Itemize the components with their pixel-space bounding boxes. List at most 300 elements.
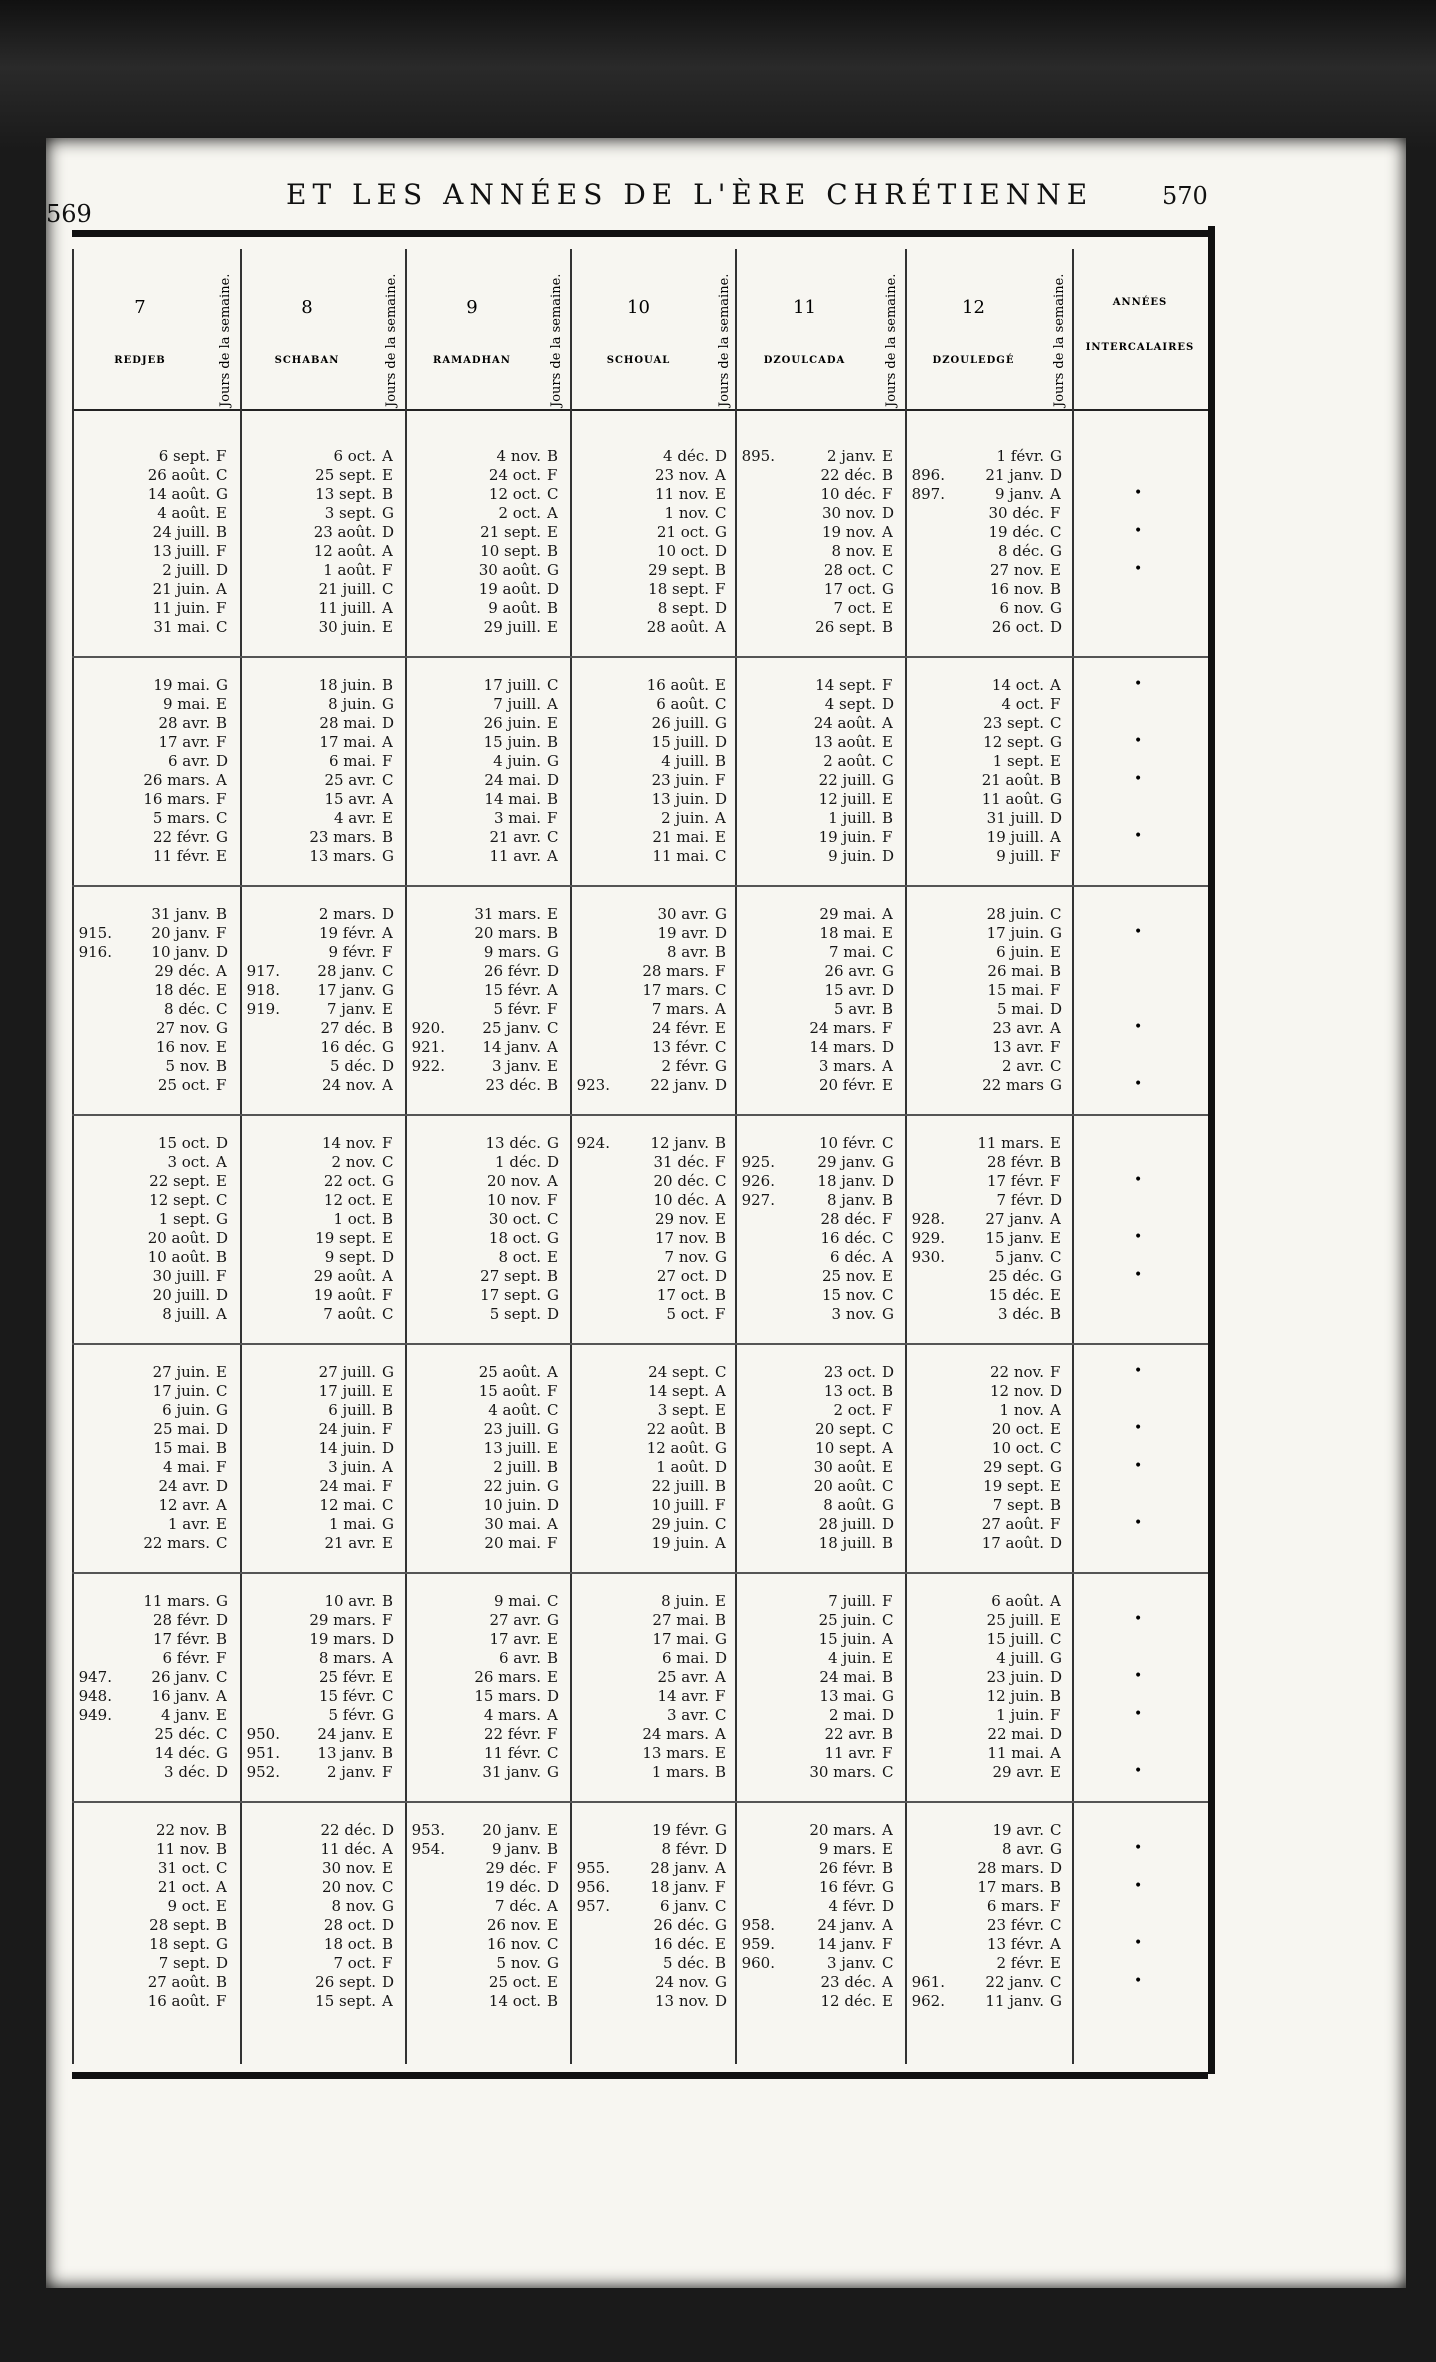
dominical-letter: F (216, 1458, 227, 1476)
christian-date: 3 mars. (818, 1057, 876, 1075)
christian-date: 17 juill. (318, 1382, 376, 1400)
christian-date: 17 juin. (986, 924, 1044, 942)
dominical-letter: D (1050, 1725, 1063, 1743)
dominical-letter: D (1050, 1534, 1063, 1552)
dominical-letter: G (216, 676, 228, 694)
date-row (405, 485, 570, 504)
christian-date: 30 juill. (152, 1267, 210, 1285)
christian-date: 13 nov. (654, 1992, 709, 2010)
date-row (405, 1954, 570, 1973)
dominical-letter: A (547, 847, 558, 865)
date-row (570, 1286, 735, 1305)
dominical-letter: B (216, 1916, 228, 1934)
hegira-year: 950. (246, 1725, 280, 1743)
dominical-letter: G (882, 580, 894, 598)
dominical-letter: D (382, 1439, 395, 1457)
date-row (570, 1229, 735, 1248)
date-row (735, 1420, 905, 1439)
christian-date: 14 janv. (482, 1038, 541, 1056)
christian-date: 2 janv. (826, 447, 876, 465)
christian-date: 4 sept. (824, 695, 876, 713)
intercalary-mark: • (1134, 1267, 1143, 1283)
christian-date: 4 juill. (661, 752, 709, 770)
date-row (735, 1134, 905, 1153)
dominical-letter: A (1050, 1210, 1061, 1228)
christian-date: 19 août. (313, 1286, 376, 1304)
christian-date: 20 oct. (991, 1420, 1044, 1438)
dominical-letter: B (547, 1649, 559, 1667)
dominical-letter: F (382, 1954, 393, 1972)
date-row (240, 1840, 405, 1859)
christian-date: 24 mai. (484, 771, 541, 789)
dominical-letter: F (382, 752, 393, 770)
dominical-letter: E (382, 1191, 393, 1209)
christian-date: 19 juin. (818, 828, 876, 846)
date-row (570, 542, 735, 561)
christian-date: 5 janv. (994, 1248, 1044, 1266)
dominical-letter: F (216, 924, 227, 942)
intercalary-mark: • (1134, 1458, 1143, 1474)
date-row (72, 847, 240, 866)
dominical-letter: A (547, 981, 558, 999)
dominical-letter: E (882, 447, 893, 465)
date-row (72, 1897, 240, 1916)
date-row (570, 1019, 735, 1038)
dominical-letter: G (1050, 447, 1062, 465)
dominical-letter: G (216, 1592, 228, 1610)
dominical-letter: G (1050, 1840, 1062, 1858)
date-row (570, 1038, 735, 1057)
block-rule (72, 1572, 1208, 1574)
dominical-letter: G (547, 561, 559, 579)
date-row (735, 1916, 905, 1935)
dominical-letter: F (1050, 504, 1061, 522)
christian-date: 3 mai. (493, 809, 541, 827)
intercalary-mark: • (1134, 733, 1143, 749)
date-row (405, 981, 570, 1000)
date-row (72, 962, 240, 981)
block-rule (72, 656, 1208, 658)
dominical-letter: D (382, 1057, 395, 1075)
date-row (905, 1840, 1072, 1859)
christian-date: 17 juill. (483, 676, 541, 694)
christian-date: 30 août. (478, 561, 541, 579)
christian-date: 22 nov. (155, 1821, 210, 1839)
date-row (905, 1382, 1072, 1401)
christian-date: 24 nov. (654, 1973, 709, 1991)
christian-date: 26 mai. (987, 962, 1044, 980)
dominical-letter: G (547, 1134, 559, 1152)
date-row (72, 1630, 240, 1649)
dominical-letter: D (715, 790, 728, 808)
date-row (570, 561, 735, 580)
dominical-letter: F (216, 542, 227, 560)
dominical-letter: C (216, 1382, 228, 1400)
date-row (570, 1592, 735, 1611)
christian-date: 10 avr. (324, 1592, 376, 1610)
christian-date: 18 janv. (650, 1878, 709, 1896)
date-row (905, 1763, 1072, 1782)
dominical-letter: F (882, 1935, 893, 1953)
christian-date: 7 févr. (996, 1191, 1044, 1209)
christian-date: 11 juill. (318, 599, 376, 617)
christian-date: 17 oct. (656, 1286, 709, 1304)
date-row (240, 1611, 405, 1630)
date-row (735, 1191, 905, 1210)
date-row (240, 1210, 405, 1229)
christian-date: 13 juill. (483, 1439, 541, 1457)
christian-date: 16 mars. (143, 790, 210, 808)
dominical-letter: B (882, 1668, 894, 1686)
christian-date: 5 sept. (489, 1305, 541, 1323)
date-row (72, 905, 240, 924)
dominical-letter: G (882, 1687, 894, 1705)
date-row (735, 1038, 905, 1057)
christian-date: 6 janv. (659, 1897, 709, 1915)
dominical-letter: A (216, 1878, 227, 1896)
dominical-letter: D (882, 847, 895, 865)
date-row (240, 1763, 405, 1782)
dominical-letter: D (547, 962, 560, 980)
christian-date: 3 sept. (657, 1401, 709, 1419)
christian-date: 15 janv. (985, 1229, 1044, 1247)
date-row (72, 1439, 240, 1458)
dominical-letter: A (1050, 485, 1061, 503)
date-row (72, 1878, 240, 1897)
dominical-letter: D (715, 1649, 728, 1667)
dominical-letter: A (382, 1992, 393, 2010)
dominical-letter: B (715, 1229, 727, 1247)
date-row (240, 771, 405, 790)
christian-date: 12 janv. (650, 1134, 709, 1152)
dominical-letter: A (715, 1191, 726, 1209)
date-row (905, 466, 1072, 485)
dominical-letter: E (216, 1038, 227, 1056)
dominical-letter: C (547, 828, 559, 846)
date-row (405, 790, 570, 809)
christian-date: 20 déc. (653, 1172, 709, 1190)
intercalary-mark: • (1134, 485, 1143, 501)
dominical-letter: F (715, 1687, 726, 1705)
date-row (72, 1382, 240, 1401)
christian-date: 29 déc. (154, 962, 210, 980)
christian-date: 4 nov. (496, 447, 541, 465)
book-page (46, 138, 1406, 2288)
date-row (905, 580, 1072, 599)
date-row (405, 1878, 570, 1897)
dominical-letter: D (715, 733, 728, 751)
date-row (240, 676, 405, 695)
christian-date: 25 avr. (657, 1668, 709, 1686)
dominical-letter: D (382, 1916, 395, 1934)
dominical-letter: D (382, 1973, 395, 1991)
christian-date: 14 nov. (321, 1134, 376, 1152)
christian-date: 21 juin. (152, 580, 210, 598)
christian-date: 30 nov. (821, 504, 876, 522)
christian-date: 25 déc. (988, 1267, 1044, 1285)
date-row (905, 1134, 1072, 1153)
date-row (735, 1172, 905, 1191)
date-row (240, 1744, 405, 1763)
dominical-letter: C (715, 695, 727, 713)
dominical-letter: A (547, 1363, 558, 1381)
dominical-letter: B (882, 1859, 894, 1877)
dominical-letter: A (1050, 1592, 1061, 1610)
christian-date: 4 févr. (828, 1897, 876, 1915)
christian-date: 31 juill. (986, 809, 1044, 827)
christian-date: 22 avr. (824, 1725, 876, 1743)
christian-date: 1 mai. (328, 1515, 376, 1533)
dominical-letter: D (1050, 1859, 1063, 1877)
dominical-letter: D (216, 1954, 229, 1972)
christian-date: 2 juill. (162, 561, 210, 579)
christian-date: 24 août. (813, 714, 876, 732)
christian-date: 9 sept. (324, 1248, 376, 1266)
dominical-letter: E (382, 1000, 393, 1018)
dominical-letter: A (216, 1687, 227, 1705)
date-row (905, 504, 1072, 523)
dominical-letter: B (1050, 1878, 1062, 1896)
dominical-letter: B (216, 1840, 228, 1858)
christian-date: 1 juin. (996, 1706, 1044, 1724)
dominical-letter: D (382, 523, 395, 541)
christian-date: 20 mars. (474, 924, 541, 942)
christian-date: 17 janv. (317, 981, 376, 999)
date-row (72, 1076, 240, 1095)
dominical-letter: G (882, 771, 894, 789)
christian-date: 27 déc. (320, 1019, 376, 1037)
dominical-letter: D (216, 1420, 229, 1438)
date-row (72, 1477, 240, 1496)
dominical-letter: F (882, 1210, 893, 1228)
date-row (570, 466, 735, 485)
dominical-letter: F (882, 485, 893, 503)
intercalary-mark: • (1134, 1973, 1143, 1989)
dominical-letter: C (882, 1763, 894, 1781)
dominical-letter: E (1050, 1420, 1061, 1438)
dominical-letter: G (715, 714, 727, 732)
dominical-letter: C (216, 466, 228, 484)
dominical-letter: G (382, 695, 394, 713)
christian-date: 14 oct. (991, 676, 1044, 694)
christian-date: 22 mai. (987, 1725, 1044, 1743)
dominical-letter: C (882, 943, 894, 961)
dominical-letter: F (715, 962, 726, 980)
date-row (72, 809, 240, 828)
christian-date: 27 sept. (480, 1267, 541, 1285)
date-row (735, 1496, 905, 1515)
dominical-letter: C (1050, 905, 1062, 923)
dominical-letter: A (715, 1534, 726, 1552)
date-row (570, 523, 735, 542)
hegira-year: 956. (576, 1878, 610, 1896)
christian-date: 13 juin. (651, 790, 709, 808)
christian-date: 27 janv. (985, 1210, 1044, 1228)
christian-date: 7 déc. (495, 1897, 541, 1915)
christian-date: 17 août. (981, 1534, 1044, 1552)
month-number: 12 (962, 297, 985, 318)
hegira-year: 952. (246, 1763, 280, 1781)
dominical-letter: C (382, 1496, 394, 1514)
date-row (570, 1897, 735, 1916)
christian-date: 30 nov. (321, 1859, 376, 1877)
christian-date: 17 mars. (642, 981, 709, 999)
christian-date: 20 mai. (484, 1534, 541, 1552)
date-row (405, 1763, 570, 1782)
christian-date: 18 janv. (817, 1172, 876, 1190)
christian-date: 9 janv. (994, 485, 1044, 503)
date-row (735, 790, 905, 809)
dominical-letter: G (382, 1172, 394, 1190)
dominical-letter: F (1050, 847, 1061, 865)
christian-date: 3 sept. (324, 504, 376, 522)
date-row (905, 1821, 1072, 1840)
dominical-letter: E (1050, 1286, 1061, 1304)
dominical-letter: A (382, 733, 393, 751)
dominical-letter: D (882, 504, 895, 522)
christian-date: 21 août. (981, 771, 1044, 789)
date-row (570, 618, 735, 637)
date-row (72, 485, 240, 504)
date-row (905, 1305, 1072, 1324)
dominical-letter: E (382, 618, 393, 636)
date-row (905, 1916, 1072, 1935)
dominical-letter: F (1050, 1038, 1061, 1056)
christian-date: 8 avr. (1001, 1840, 1044, 1858)
christian-date: 2 nov. (331, 1153, 376, 1171)
date-row (570, 1534, 735, 1553)
christian-date: 7 oct. (333, 1954, 376, 1972)
date-row (570, 1954, 735, 1973)
date-row (72, 1840, 240, 1859)
dominical-letter: A (547, 1897, 558, 1915)
christian-date: 13 août. (813, 733, 876, 751)
christian-date: 10 janv. (151, 943, 210, 961)
dominical-letter: B (715, 1954, 727, 1972)
date-row (72, 561, 240, 580)
christian-date: 6 oct. (333, 447, 376, 465)
christian-date: 2 févr. (996, 1954, 1044, 1972)
christian-date: 4 mai. (162, 1458, 210, 1476)
christian-date: 7 mars. (651, 1000, 709, 1018)
date-row (735, 1954, 905, 1973)
hegira-year: 962. (911, 1992, 945, 2010)
date-row (735, 1286, 905, 1305)
date-row (72, 523, 240, 542)
christian-date: 6 févr. (162, 1649, 210, 1667)
christian-date: 11 mars. (143, 1592, 210, 1610)
dominical-letter: E (547, 1668, 558, 1686)
christian-date: 23 nov. (654, 466, 709, 484)
christian-date: 9 janv. (491, 1840, 541, 1858)
christian-date: 25 août. (478, 1363, 541, 1381)
dominical-letter: D (715, 1458, 728, 1476)
christian-date: 30 déc. (988, 504, 1044, 522)
christian-date: 31 janv. (151, 905, 210, 923)
christian-date: 11 févr. (152, 847, 210, 865)
date-row (240, 1038, 405, 1057)
block-rule (72, 1801, 1208, 1803)
christian-date: 10 sept. (480, 542, 541, 560)
dominical-letter: C (1050, 1439, 1062, 1457)
intercalary-mark: • (1134, 1763, 1143, 1779)
dominical-letter: A (1050, 1019, 1061, 1037)
date-row (570, 828, 735, 847)
date-row (905, 1649, 1072, 1668)
date-row (240, 1153, 405, 1172)
dominical-letter: A (882, 1973, 893, 1991)
dominical-letter: B (882, 809, 894, 827)
christian-date: 4 mars. (483, 1706, 541, 1724)
scan-edge (0, 0, 1436, 150)
dominical-letter: G (1050, 1076, 1062, 1094)
dominical-letter: D (547, 1496, 560, 1514)
date-row (905, 676, 1072, 695)
christian-date: 25 nov. (821, 1267, 876, 1285)
date-row (240, 618, 405, 637)
christian-date: 27 avr. (489, 1611, 541, 1629)
date-row (905, 1630, 1072, 1649)
christian-date: 16 nov. (155, 1038, 210, 1056)
date-row (405, 1592, 570, 1611)
dominical-letter: D (382, 1821, 395, 1839)
dominical-letter: E (1050, 561, 1061, 579)
dominical-letter: G (715, 523, 727, 541)
dominical-letter: A (715, 1382, 726, 1400)
christian-date: 4 juin. (493, 752, 541, 770)
christian-date: 6 mai. (328, 752, 376, 770)
dominical-letter: B (882, 618, 894, 636)
date-row (735, 1611, 905, 1630)
date-row (240, 1496, 405, 1515)
christian-date: 9 mars. (818, 1840, 876, 1858)
date-row (405, 1992, 570, 2011)
dominical-letter: A (216, 1305, 227, 1323)
dominical-letter: F (382, 1420, 393, 1438)
christian-date: 14 sept. (648, 1382, 709, 1400)
date-row (72, 1496, 240, 1515)
dominical-letter: B (216, 1973, 228, 1991)
dominical-letter: A (382, 1458, 393, 1476)
christian-date: 21 juill. (318, 580, 376, 598)
date-row (405, 504, 570, 523)
dominical-letter: A (715, 1000, 726, 1018)
hegira-year: 957. (576, 1897, 610, 1915)
christian-date: 28 févr. (986, 1153, 1044, 1171)
date-row (240, 1706, 405, 1725)
intercalary-mark: • (1134, 561, 1143, 577)
block-rule (72, 885, 1208, 887)
christian-date: 11 nov. (654, 485, 709, 503)
dominical-letter: E (715, 828, 726, 846)
date-row (240, 1477, 405, 1496)
dominical-letter: G (382, 981, 394, 999)
dominical-letter: G (1050, 1992, 1062, 2010)
date-row (240, 1248, 405, 1267)
dominical-letter: D (715, 924, 728, 942)
christian-date: 12 oct. (323, 1191, 376, 1209)
date-row (735, 1763, 905, 1782)
date-row (72, 1744, 240, 1763)
christian-date: 14 janv. (817, 1935, 876, 1953)
date-row (405, 447, 570, 466)
date-row (72, 1420, 240, 1439)
month-name: SCHABAN (274, 355, 340, 366)
dominical-letter: B (547, 1992, 559, 2010)
date-row (735, 1973, 905, 1992)
christian-date: 13 déc. (485, 1134, 541, 1152)
dominical-letter: F (1050, 1515, 1061, 1533)
